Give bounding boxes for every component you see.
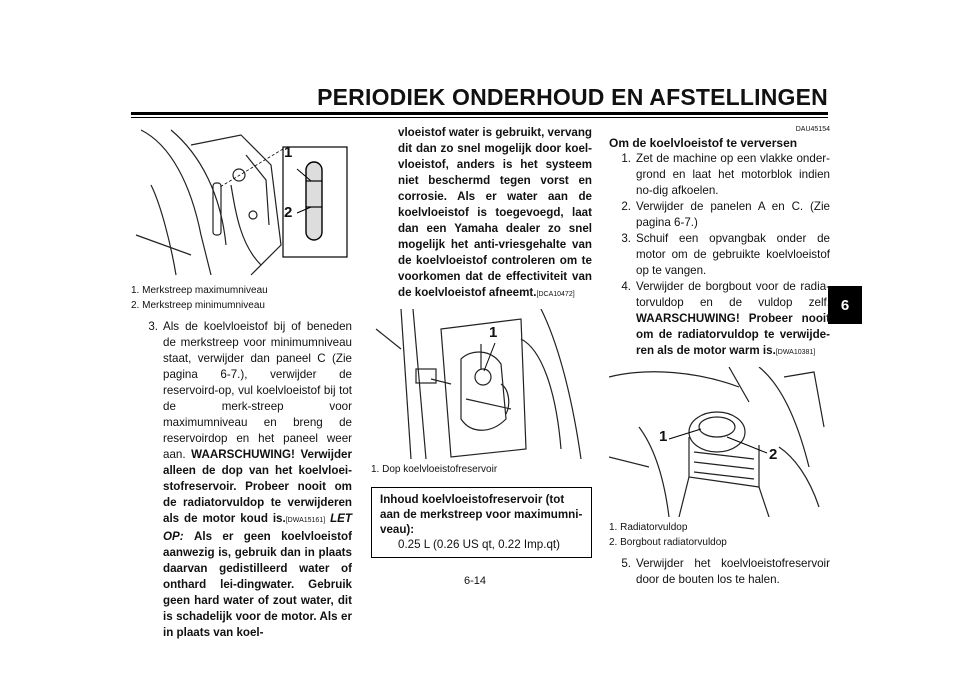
step-number: 2. <box>621 200 631 213</box>
spec-value: 0.25 L (0.26 US qt, 0.22 Imp.qt) <box>398 538 560 551</box>
section-code: DAU45154 <box>795 126 830 133</box>
page-title: PERIODIEK ONDERHOUD EN AFSTELLINGEN <box>317 84 828 110</box>
let-op-label: LET OP: <box>163 512 352 543</box>
step-text: Zet de machine op een vlakke onder-grond en laat het motorblok indien no-dig afkoelen. <box>636 152 830 197</box>
column-1 <box>131 125 352 641</box>
page-number: 6-14 <box>464 575 487 587</box>
figure-callout-2: 2 <box>769 446 778 463</box>
figure-callout-2: 2 <box>284 204 293 221</box>
notice-code: [DCA10472] <box>536 291 575 298</box>
step-text: Verwijder de panelen A en C. (Zie pagina 6-7.) <box>636 200 830 229</box>
chapter-tab[interactable]: 6 <box>828 286 862 324</box>
column-2 <box>371 125 592 558</box>
figure-caption: 1. Dop koelvloeistofreservoir <box>371 464 498 475</box>
step-text <box>163 319 352 641</box>
figure-callout-1: 1 <box>489 324 498 341</box>
figure-callout-1: 1 <box>284 144 293 161</box>
step-number: 3. <box>148 320 158 333</box>
step-number: 4. <box>621 280 631 293</box>
step-number: 5. <box>621 557 631 570</box>
figure-reservoir-cap <box>371 309 592 459</box>
step-number: 3. <box>621 232 631 245</box>
step-text: Verwijder de borgbout voor de radia-torvuldop en de vuldop zelf. <box>636 280 830 309</box>
figure-caption-2: 2. Borgbout radiatorvuldop <box>609 537 727 548</box>
reservoir-cap-illustration <box>371 309 592 459</box>
step-4 <box>609 279 830 361</box>
warning-text: WAARSCHUWING! Probeer nooit om de radiatorvuldop te verwijde-ren als de motor warm is. <box>636 312 830 357</box>
column-3 <box>609 125 830 588</box>
figure-caption-2: 2. Merkstreep minimumniveau <box>131 300 265 311</box>
reservoir-level-illustration <box>131 125 352 280</box>
warning-code: [DWA10381] <box>775 349 816 356</box>
step-4-body <box>636 279 830 361</box>
figure-reservoir-level <box>131 125 352 280</box>
step-text: Schuif een opvangbak onder de motor om de gebruikte koelvloeistof op te vangen. <box>636 232 830 277</box>
step-3-text: Als de koelvloeistof bij of beneden de merkstreep voor minimumniveau staat, verwijder dan paneel C (Zie pagina 6-7.), verwijder de reservoird-op, vul koelvloeistof bij tot de merk-streep voor maximumniveau en breng de reservoirdop en het paneel weer aan. <box>163 320 352 461</box>
step-text: Verwijder het koelvloeistofreservoir door de bouten los te halen. <box>636 557 830 586</box>
figure-caption-1: 1. Merkstreep maximumniveau <box>131 285 268 296</box>
notice-continued-text: vloeistof water is gebruikt, vervang dit dan zo snel mogelijk door koel-vloeistof, anders is het systeem niet beschermd tegen vorst en corrosie. Als er water aan de koelvloeistof is toegevoegd, laat dan een Yamaha dealer zo snel mogelijk het anti-vriesgehalte van de koelvloeistof controleren om te voorkomen dat de effectiviteit van de koelvloeistof afneemt. <box>398 126 592 299</box>
spec-heading: Inhoud koelvloeistofreservoir (tot aan de merkstreep voor maximumni-veau): <box>380 493 583 536</box>
let-op-text: Als er geen koelvloeistof aanwezig is, gebruik dan in plaats daarvan gedistilleerd water of onthard lei-dingwater. Gebruik geen hard water of zout water, dit is schadelijk voor de motor. Als er in plaats van koel- <box>163 530 352 639</box>
step-number: 1. <box>621 152 631 165</box>
spec-box <box>371 487 592 558</box>
step-3 <box>609 231 830 279</box>
title-rule <box>131 112 828 115</box>
continued-notice <box>371 125 592 303</box>
warning-text: WAARSCHUWING! Verwijder alleen de dop van het koelvloei-stofreservoir. Probeer nooit om de radiatorvuldop te verwijderen als de motor koud is. <box>163 448 352 525</box>
step-2 <box>609 199 830 231</box>
figure-caption-1: 1. Radiatorvuldop <box>609 522 688 533</box>
title-rule-thin <box>131 117 828 118</box>
step-3 <box>131 319 352 641</box>
figure-radiator-cap <box>609 367 830 517</box>
warning-code: [DWA15161] <box>285 517 326 524</box>
radiator-cap-illustration <box>609 367 830 517</box>
step-1 <box>609 151 830 199</box>
section-title: Om de koelvloeistof te verversen <box>609 136 798 150</box>
figure-callout-1: 1 <box>659 428 668 445</box>
step-5 <box>609 556 830 588</box>
